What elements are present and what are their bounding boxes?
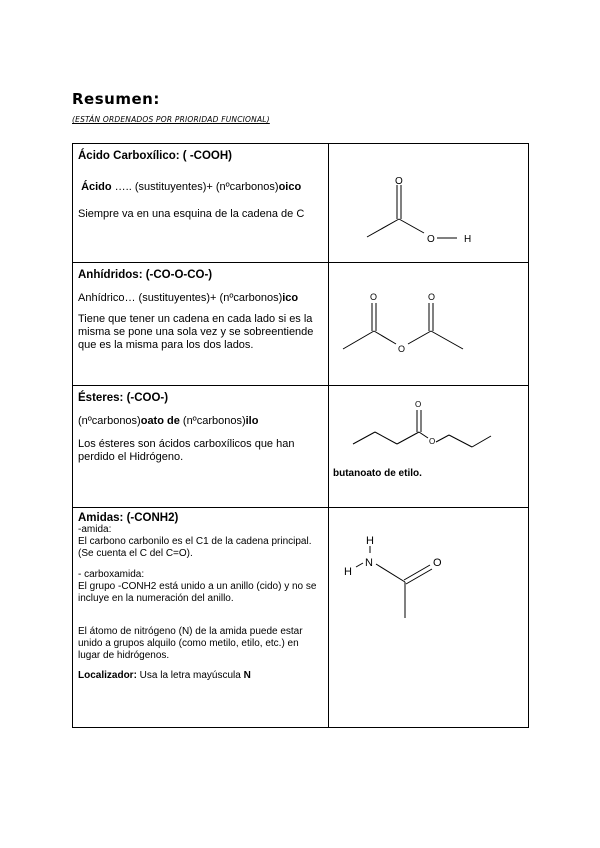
row-heading: Anhídridos: (-CO-O-CO-) xyxy=(78,269,213,281)
atom-label: O xyxy=(433,557,442,569)
description-cell xyxy=(73,144,329,263)
summary-table xyxy=(72,143,529,728)
amida-label: -amida: xyxy=(78,524,112,535)
structure-cell xyxy=(329,144,529,263)
page-title: Resumen: xyxy=(72,90,160,108)
atom-label: O xyxy=(428,292,436,302)
atom-label: O xyxy=(395,176,403,187)
ester-name-caption: butanoato de etilo. xyxy=(333,468,422,479)
atom-label: H xyxy=(344,566,352,578)
carboxamida-text: El grupo -CONH2 está unido a un anillo (cido) y no se incluye en la numeración del anillo. xyxy=(78,581,317,604)
row-note: Los ésteres son ácidos carboxílicos que han perdido el Hidrógeno. xyxy=(78,438,295,463)
amide-structure xyxy=(329,508,528,648)
naming-rule: Ácido ….. (sustituyentes)+ (nºcarbonos)oico xyxy=(81,181,302,193)
row-heading: Ésteres: (-COO-) xyxy=(78,392,169,404)
page-subtitle: (ESTÁN ORDENADOS POR PRIORIDAD FUNCIONAL) xyxy=(72,115,270,124)
table-row xyxy=(73,508,529,728)
atom-label: H xyxy=(366,535,374,547)
atom-label: N xyxy=(365,557,373,569)
description-cell xyxy=(73,263,329,386)
description-cell xyxy=(73,508,329,728)
atom-label: O xyxy=(398,344,406,354)
carboxamida-label: - carboxamida: xyxy=(78,569,145,580)
table-row xyxy=(73,263,529,386)
localizer-text: Localizador: Usa la letra mayúscula N xyxy=(78,670,251,681)
row-heading: Amidas: (-CONH2) xyxy=(78,512,179,524)
ester-structure xyxy=(329,386,528,466)
structure-cell xyxy=(329,263,529,386)
structure-cell xyxy=(329,508,529,728)
structure-cell xyxy=(329,386,529,508)
table-row xyxy=(73,144,529,263)
atom-label: O xyxy=(427,234,435,245)
atom-label: O xyxy=(429,437,436,446)
carboxylic-acid-structure xyxy=(329,144,528,263)
anhydride-structure xyxy=(329,263,528,386)
table-row xyxy=(73,386,529,508)
row-heading: Ácido Carboxílico: ( -COOH) xyxy=(78,150,232,162)
naming-rule: (nºcarbonos)oato de (nºcarbonos)ilo xyxy=(78,415,259,427)
naming-rule: Anhídrico… (sustituyentes)+ (nºcarbonos)ico xyxy=(78,292,299,304)
description-cell xyxy=(73,386,329,508)
atom-label: O xyxy=(415,400,422,409)
nitrogen-text: El átomo de nitrógeno (N) de la amida puede estar unido a grupos alquilo (como metilo, etilo, etc.) en lugar de hidrógenos. xyxy=(78,626,303,661)
atom-label: H xyxy=(464,234,472,245)
row-note: Siempre va en una esquina de la cadena de C xyxy=(78,208,305,220)
amida-text: El carbono carbonilo es el C1 de la cadena principal. (Se cuenta el C del C=O). xyxy=(78,536,312,559)
atom-label: O xyxy=(370,292,378,302)
row-note: Tiene que tener un cadena en cada lado si es la misma se pone una sola vez y se sobreentiende que es la misma para los dos lados. xyxy=(78,313,314,351)
